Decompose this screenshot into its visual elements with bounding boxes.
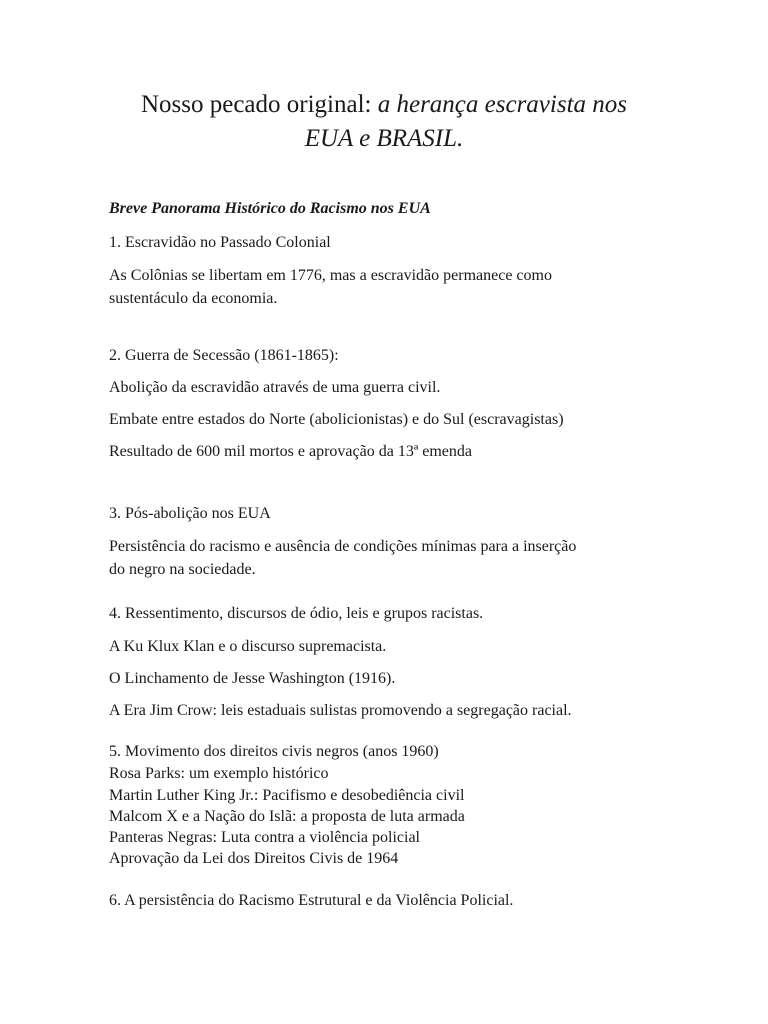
- section-subtitle: Breve Panorama Histórico do Racismo nos EUA: [109, 200, 431, 217]
- title-plain: Nosso pecado original:: [140, 91, 378, 118]
- section-5-heading: 5. Movimento dos direitos civis negros (anos 1960): [109, 743, 439, 760]
- section-4-line-1: A Ku Klux Klan e o discurso supremacista.: [109, 638, 387, 655]
- section-2-line-1: Abolição da escravidão através de uma guerra civil.: [109, 379, 441, 396]
- section-4-heading: 4. Ressentimento, discursos de ódio, leis e grupos racistas.: [109, 605, 484, 622]
- section-5-line-5: Aprovação da Lei dos Direitos Civis de 1964: [109, 850, 399, 867]
- section-1-line-2: sustentáculo da economia.: [109, 290, 278, 307]
- section-1-heading: 1. Escravidão no Passado Colonial: [109, 234, 331, 251]
- section-2-line-2: Embate entre estados do Norte (abolicionistas) e do Sul (escravagistas): [109, 411, 564, 428]
- title-italic-line2: EUA e BRASIL.: [304, 125, 464, 152]
- section-2-heading: 2. Guerra de Secessão (1861-1865):: [109, 347, 339, 364]
- section-5-line-1: Rosa Parks: um exemplo histórico: [109, 765, 329, 782]
- page-title: [0, 88, 768, 156]
- title-italic-line1: a herança escravista nos: [377, 91, 628, 118]
- section-2-line-3: Resultado de 600 mil mortos e aprovação da 13ª emenda: [109, 443, 472, 460]
- section-5-line-2: Martin Luther King Jr.: Pacifismo e desobediência civil: [109, 787, 465, 804]
- section-3-heading: 3. Pós-abolição nos EUA: [109, 505, 271, 522]
- section-5-line-3: Malcom X e a Nação do Islã: a proposta de luta armada: [109, 808, 465, 825]
- section-4-line-3: A Era Jim Crow: leis estaduais sulistas promovendo a segregação racial.: [109, 702, 572, 719]
- section-4-line-2: O Linchamento de Jesse Washington (1916).: [109, 670, 396, 687]
- section-3-line-1: Persistência do racismo e ausência de condições mínimas para a inserção: [109, 538, 577, 555]
- section-6-heading: 6. A persistência do Racismo Estrutural e da Violência Policial.: [109, 892, 514, 909]
- section-1-line-1: As Colônias se libertam em 1776, mas a escravidão permanece como: [109, 267, 552, 284]
- section-5-line-4: Panteras Negras: Luta contra a violência policial: [109, 829, 420, 846]
- section-3-line-2: do negro na sociedade.: [109, 561, 256, 578]
